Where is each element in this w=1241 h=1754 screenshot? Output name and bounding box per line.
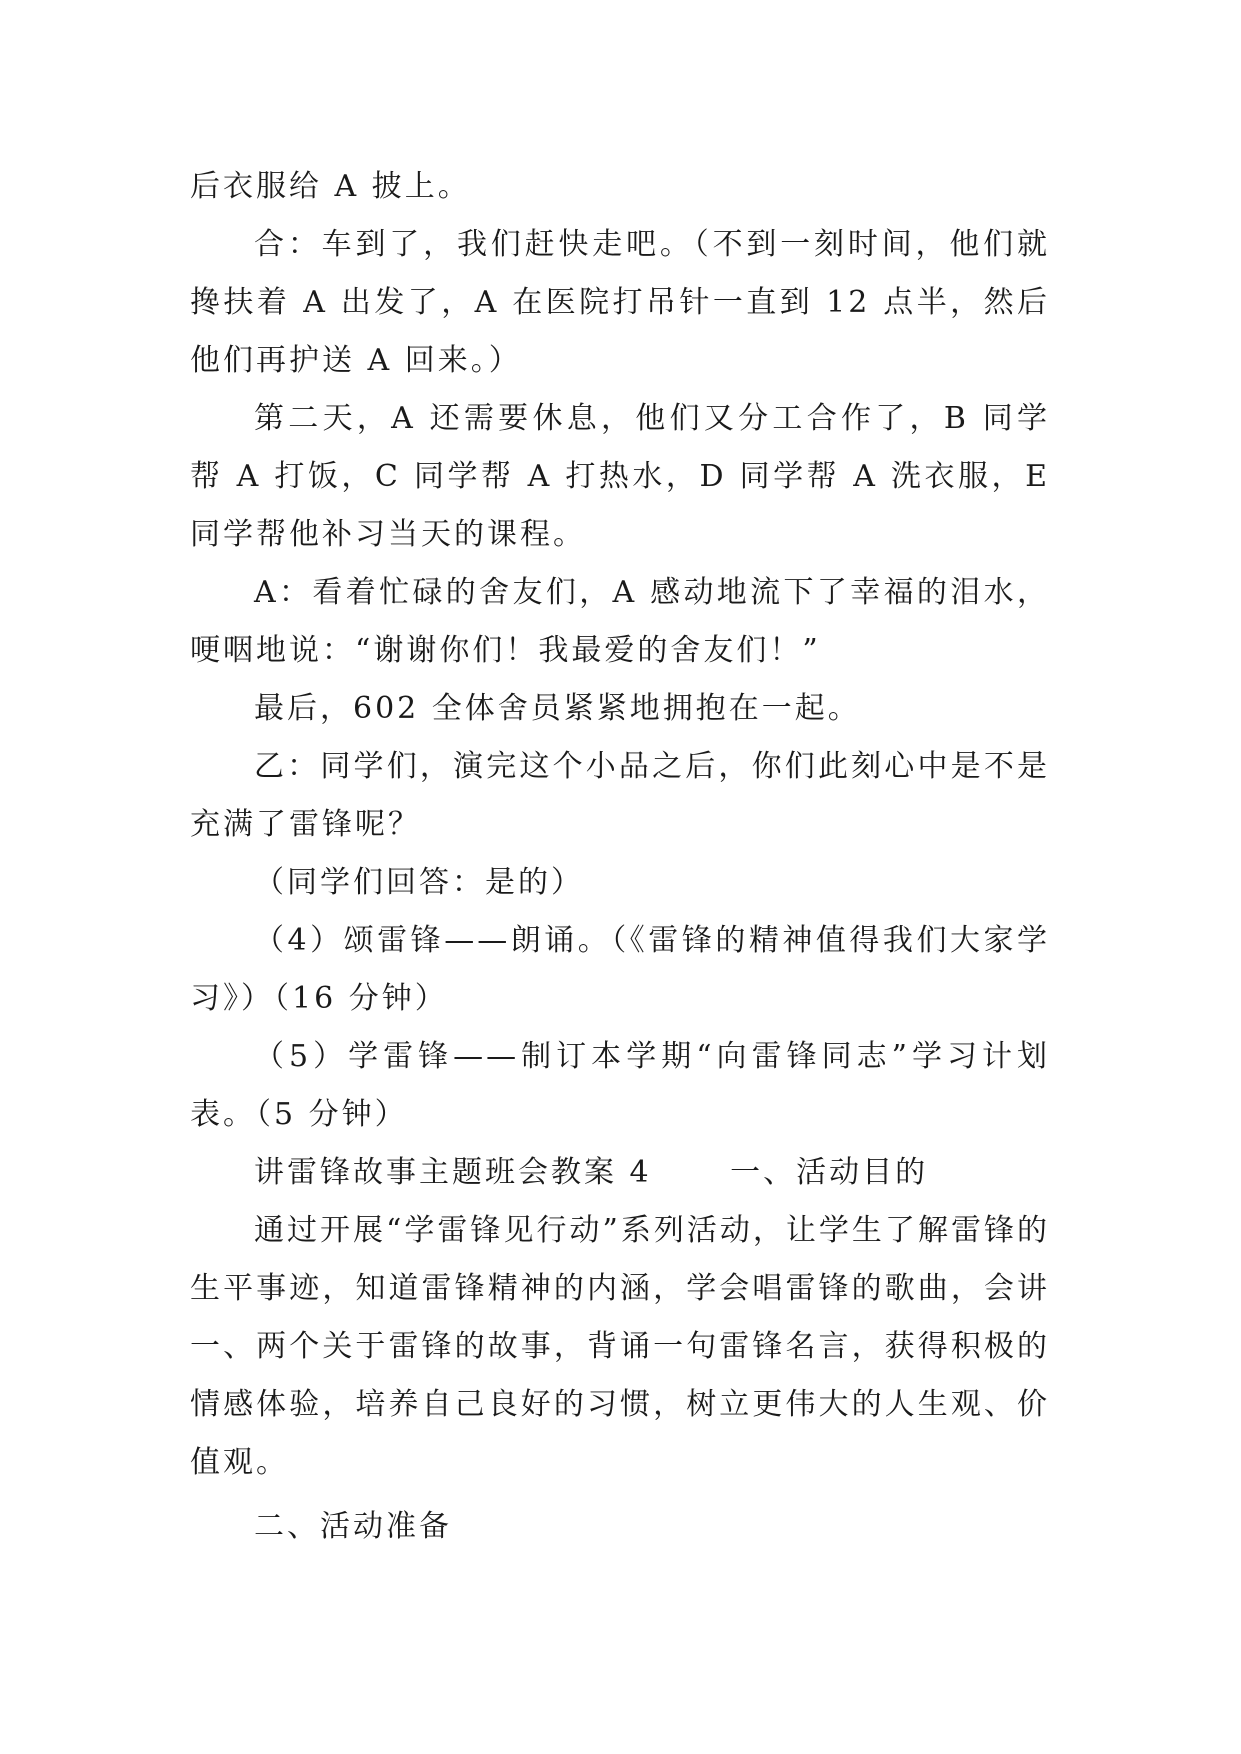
paragraph-3: 第二天，A 还需要休息，他们又分工合作了，B 同学帮 A 打饭，C 同学帮 A 打热水，D 同学帮 A 洗衣服，E 同学帮他补习当天的课程。 (190, 401, 1050, 552)
paragraph-2: 合：车到了，我们赶快走吧。（不到一刻时间，他们就搀扶着 A 出发了，A 在医院打吊针一直到 12 点半，然后他们再护送 A 回来。） (190, 227, 1050, 378)
document-body (190, 158, 1050, 1556)
paragraph-1: 后衣服给 A 披上。 (190, 169, 471, 204)
section-heading-activity-goal: 讲雷锋故事主题班会教案 4 一、活动目的 (254, 1155, 929, 1190)
section-heading-activity-prep: 二、活动准备 (254, 1509, 452, 1544)
paragraph-6: 乙：同学们，演完这个小品之后，你们此刻心中是不是充满了雷锋呢？ (190, 749, 1050, 842)
paragraph-4: A：看着忙碌的舍友们，A 感动地流下了幸福的泪水，哽咽地说：“谢谢你们！我最爱的舍友们！” (190, 575, 1050, 668)
paragraph-activity-goal: 通过开展“学雷锋见行动”系列活动，让学生了解雷锋的生平事迹，知道雷锋精神的内涵，学会唱雷锋的歌曲，会讲一、两个关于雷锋的故事，背诵一句雷锋名言，获得积极的情感体验，培养自己良好的习惯，树立更伟大的人生观、价值观。 (190, 1213, 1050, 1480)
paragraph-7: （同学们回答：是的） (254, 865, 584, 900)
paragraph-8: （4）颂雷锋——朗诵。（《雷锋的精神值得我们大家学习》）（16 分钟） (190, 923, 1050, 1016)
paragraph-5: 最后，602 全体舍员紧紧地拥抱在一起。 (254, 691, 861, 726)
paragraph-9: （5）学雷锋——制订本学期“向雷锋同志”学习计划表。（5 分钟） (190, 1039, 1050, 1132)
